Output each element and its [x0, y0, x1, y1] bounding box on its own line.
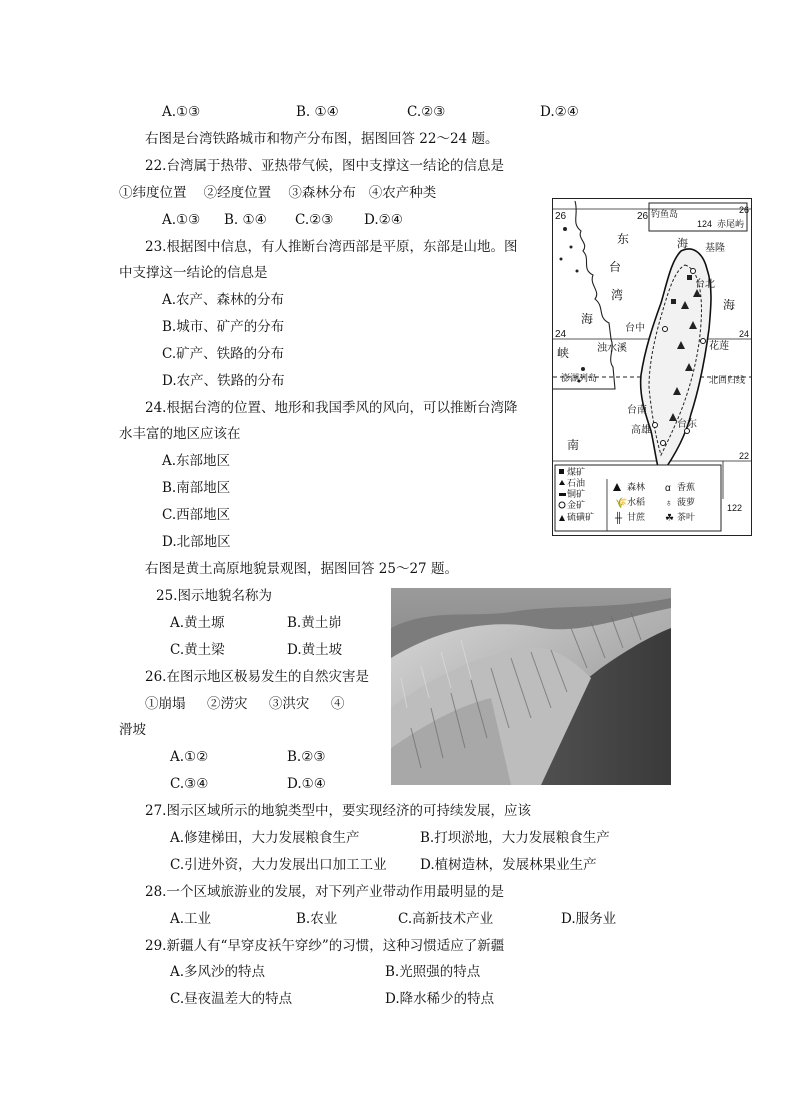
q23-stem-line2: 中支撑这一结论的信息是: [119, 265, 268, 281]
q26-items-cont: 滑坡: [119, 722, 146, 738]
q26-option-d: D.①④: [287, 776, 326, 792]
q27-option-a: A.修建梯田，大力发展粮食生产: [170, 830, 360, 846]
label-jilong: 基隆: [705, 243, 725, 254]
q26-option-b: B.②③: [287, 749, 326, 765]
q24-option-d: D.北部地区: [162, 534, 231, 550]
q29-stem: 29.新疆人有“早穿皮袄午穿纱”的习惯，这种习惯适应了新疆: [145, 938, 505, 954]
q23-option-d: D.农产、铁路的分布: [162, 373, 285, 389]
q26-stem: 26.在图示地区极易发生的自然灾害是: [145, 669, 369, 685]
q26-items: ①崩塌 ②涝灾 ③洪灾 ④: [145, 696, 345, 712]
label-sea-east-3: 湾: [611, 288, 624, 302]
lat-22: 22: [739, 451, 750, 461]
q24-stem-line2: 水丰富的地区应该在: [119, 426, 241, 442]
q22-option-d: D.②④: [364, 212, 403, 228]
q25-option-d: D.黄土坡: [287, 642, 343, 658]
q23-stem-line1: 23.根据图中信息，有人推断台湾西部是平原，东部是山地。图: [145, 239, 518, 255]
q25-option-a: A.黄土塬: [170, 615, 225, 631]
q27-option-b: B.打坝淤地，大力发展粮食生产: [420, 830, 610, 846]
q29-option-d: D.降水稀少的特点: [385, 991, 495, 1007]
banana-icon: α: [665, 483, 671, 494]
legend-rice: 水稻: [627, 497, 646, 507]
q29-option-c: C.昼夜温差大的特点: [170, 991, 293, 1007]
label-sea-east-1: 东: [617, 232, 630, 246]
q28-option-c: C.高新技术产业: [398, 911, 494, 927]
lat-26-right: 26: [739, 205, 750, 215]
q22-stem: 22.台湾属于热带、亚热带气候，图中支撑这一结论的信息是: [145, 158, 504, 174]
label-taizhong: 台中: [625, 323, 645, 334]
q28-option-b: B.农业: [296, 911, 338, 927]
q22-option-c: C.②③: [295, 212, 334, 228]
mainland-coast: [553, 201, 615, 389]
q27-stem: 27.图示区域所示的地貌类型中，要实现经济的可持续发展，应该: [145, 803, 531, 819]
q29-option-a: A.多风沙的特点: [170, 964, 266, 980]
q22-option-a: A.①③: [162, 212, 201, 228]
label-hualian: 花莲: [709, 341, 729, 352]
q25-stem: 25.图示地貌名称为: [156, 588, 272, 604]
label-penghu: 澎湖列岛: [561, 373, 598, 383]
q28-option-d: D.服务业: [561, 911, 617, 927]
q21-option-d: D.②④: [540, 104, 579, 120]
legend-banana: 香蕉: [677, 482, 696, 492]
legend-cane: 甘蔗: [627, 512, 646, 522]
legend-oil: 石油: [567, 478, 586, 488]
legend-coal: 煤矿: [567, 467, 586, 477]
q28-option-a: A.工业: [170, 911, 212, 927]
label-strait-1: 海: [581, 312, 594, 326]
label-gaoxiong: 高雄: [631, 425, 651, 436]
legend-copper: 铜矿: [567, 489, 586, 499]
intro-loess: 右图是黄土高原地貌景观图，据图回答 25～27 题。: [145, 561, 458, 577]
legend-gold: 金矿: [567, 500, 586, 510]
label-sea-pacific: 海: [723, 298, 736, 312]
q27-option-d: D.植树造林，发展林果业生产: [420, 857, 597, 873]
q28-stem: 28.一个区域旅游业的发展，对下列产业带动作用最明显的是: [145, 884, 504, 900]
label-chiwei: 赤尾屿: [717, 219, 745, 229]
q22-option-b: B. ①④: [224, 212, 267, 228]
q23-option-b: B.城市、矿产的分布: [162, 319, 285, 335]
lon-124: 124: [697, 219, 713, 229]
tea-icon: ☘: [665, 513, 674, 524]
taiwan-map: [552, 198, 752, 536]
label-tropic: 北回归线: [709, 375, 746, 385]
legend-sulfur: 硫磺矿: [567, 512, 595, 522]
intro-taiwan: 右图是台湾铁路城市和物产分布图，据图回答 22～24 题。: [145, 131, 499, 147]
label-sea-south-1: 南: [567, 438, 580, 452]
q24-option-a: A.东部地区: [162, 453, 231, 469]
label-zhuoshui: 浊水溪: [597, 343, 627, 354]
lat-24-left: 24: [555, 329, 567, 340]
legend-pineapple: 菠萝: [677, 497, 696, 507]
lat-24-right: 24: [739, 329, 750, 339]
label-sea-east-2: 台: [609, 260, 622, 274]
legend-tea: 茶叶: [677, 512, 696, 522]
q24-option-c: C.西部地区: [162, 507, 231, 523]
q24-stem-line1: 24.根据台湾的位置、地形和我国季风的风向，可以推断台湾降: [145, 400, 518, 416]
q25-option-c: C.黄土梁: [170, 642, 225, 658]
sugarcane-icon: ╫: [615, 513, 623, 524]
label-sea-east-4: 海: [677, 238, 688, 250]
q21-option-a: A.①③: [162, 104, 201, 120]
q23-option-a: A.农产、森林的分布: [162, 292, 285, 308]
q29-option-b: B.光照强的特点: [385, 964, 481, 980]
q26-option-c: C.③④: [170, 776, 209, 792]
q24-option-b: B.南部地区: [162, 480, 231, 496]
q21-option-c: C.②③: [407, 104, 446, 120]
lat-26-mid: 26: [637, 211, 649, 222]
q22-items: ①纬度位置 ②经度位置 ③森林分布 ④农产种类: [119, 185, 437, 201]
q25-option-b: B.黄土峁: [287, 615, 342, 631]
q23-option-c: C.矿产、铁路的分布: [162, 346, 285, 362]
legend-forest: 森林: [627, 482, 646, 492]
q21-option-b: B. ①④: [296, 104, 339, 120]
lon-122: 122: [727, 503, 743, 513]
label-taibei: 台北: [695, 279, 715, 290]
loess-landscape-photo: [391, 588, 671, 785]
pineapple-icon: ♁: [665, 498, 673, 509]
q26-option-a: A.①②: [170, 749, 209, 765]
rice-icon: 🌾: [615, 498, 628, 509]
lat-26-left: 26: [555, 211, 567, 222]
label-tainan: 台南: [627, 405, 647, 416]
label-diaoyu: 钓鱼岛: [651, 209, 679, 219]
q27-option-c: C.引进外资，大力发展出口加工工业: [170, 857, 387, 873]
label-taidong: 台东: [677, 419, 697, 430]
label-strait-2: 峡: [557, 346, 570, 360]
